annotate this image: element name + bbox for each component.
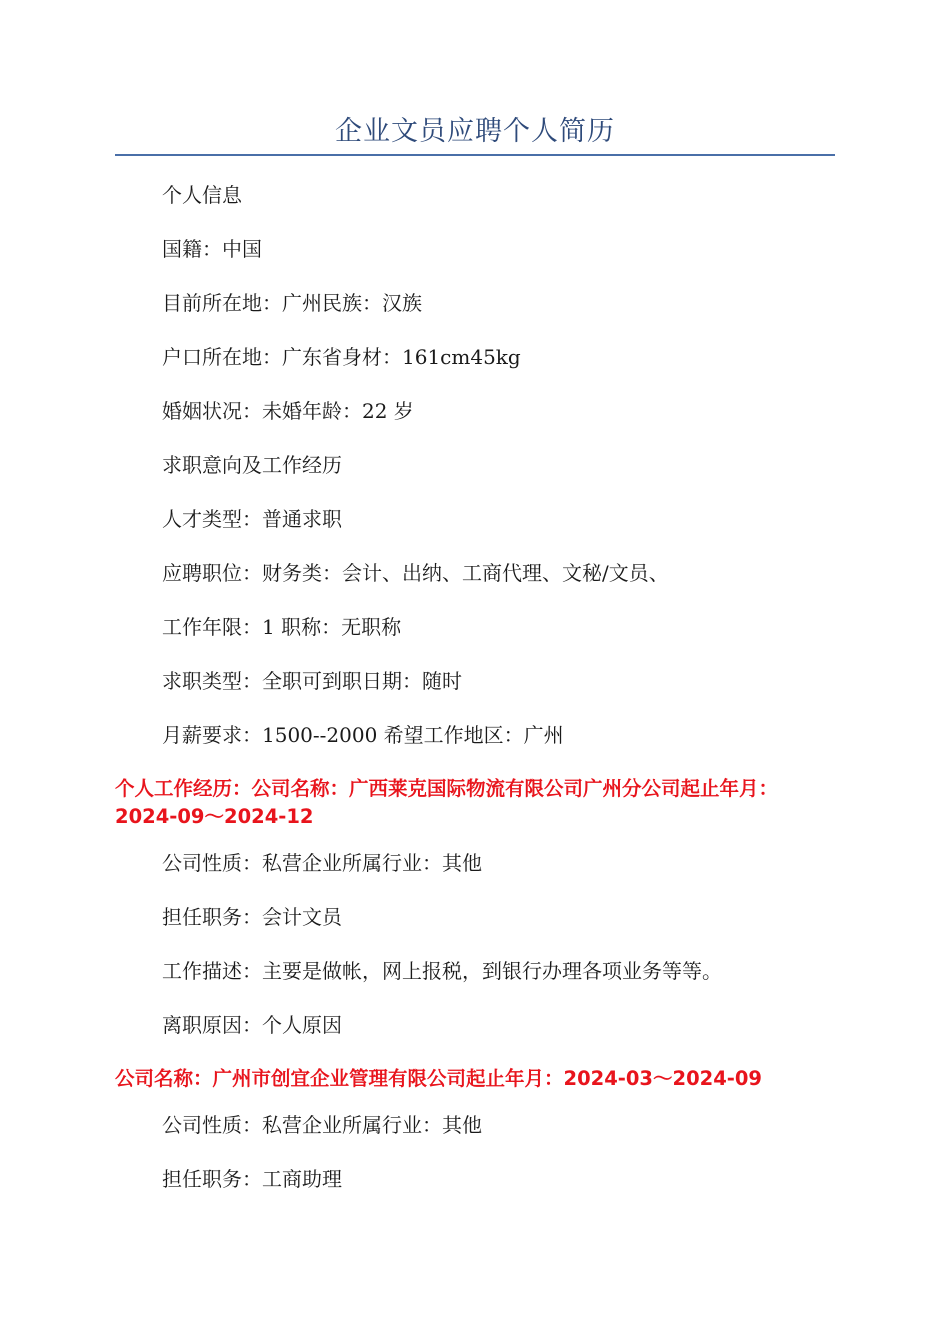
location-ethnicity-line: 目前所在地：广州民族：汉族	[162, 291, 422, 315]
job2-company-nature-line: 公司性质：私营企业所属行业：其他	[162, 1113, 482, 1137]
section-job-intent: 求职意向及工作经历	[162, 453, 342, 477]
work-history-heading-2: 公司名称：广州市创宜企业管理有限公司起止年月：2024-03～2024-09	[115, 1067, 763, 1090]
section-personal-info: 个人信息	[162, 183, 242, 207]
salary-area-line: 月薪要求：1500--2000 希望工作地区：广州	[162, 723, 564, 747]
nationality-line: 国籍：中国	[162, 237, 262, 261]
hukou-body-line: 户口所在地：广东省身材：161cm45kg	[162, 345, 521, 369]
document-title: 企业文员应聘个人简历	[335, 116, 615, 147]
talent-type-line: 人才类型：普通求职	[162, 507, 342, 531]
job1-company-nature-line: 公司性质：私营企业所属行业：其他	[162, 851, 482, 875]
applied-position-line: 应聘职位：财务类：会计、出纳、工商代理、文秘/文员、	[162, 561, 669, 585]
job2-position-line: 担任职务：工商助理	[162, 1167, 342, 1191]
title-underline	[115, 154, 835, 156]
job1-leaving-reason-line: 离职原因：个人原因	[162, 1013, 342, 1037]
job1-position-line: 担任职务：会计文员	[162, 905, 342, 929]
work-history-heading-1: 个人工作经历：公司名称：广西莱克国际物流有限公司广州分公司起止年月：2024-09～2024-12	[115, 777, 779, 828]
work-years-title-line: 工作年限：1 职称：无职称	[162, 615, 402, 639]
job-type-availability-line: 求职类型：全职可到职日期：随时	[162, 669, 462, 693]
marital-age-line: 婚姻状况：未婚年龄：22 岁	[162, 399, 414, 423]
job1-description-line: 工作描述：主要是做帐，网上报税，到银行办理各项业务等等。	[162, 959, 722, 983]
